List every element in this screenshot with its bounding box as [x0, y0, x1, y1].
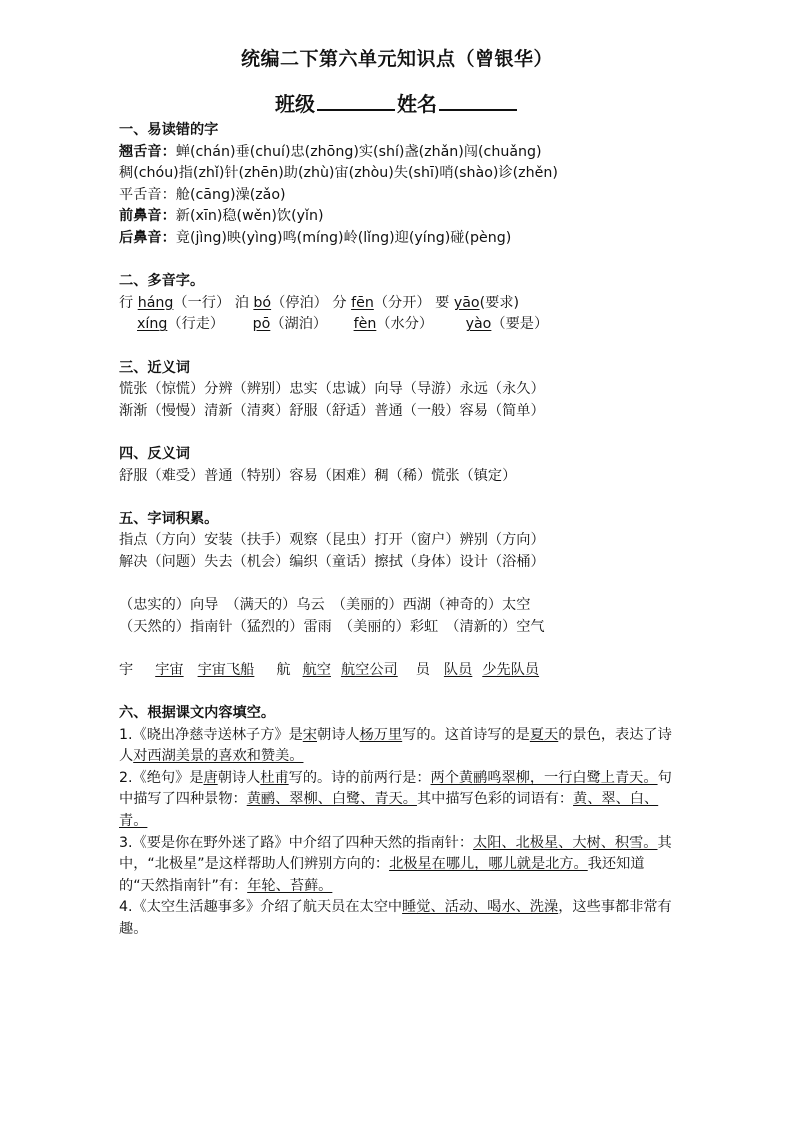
question-2: [119, 768, 679, 833]
label: 后鼻音：: [119, 229, 176, 246]
char: 行: [119, 294, 134, 311]
answer: 杨万里: [359, 726, 403, 743]
section-heading: 一、易读错的字: [119, 122, 219, 138]
polyphone-line-2: [119, 314, 679, 336]
text: 新(xīn)稳(wěn)饮(yǐn): [175, 208, 324, 225]
char: 宇: [119, 661, 134, 678]
question-1: [119, 725, 679, 768]
text: 写的。诗的前两行是：: [288, 769, 431, 786]
answer: 两个黄鹂鸣翠柳，一行白鹭上青天。: [430, 769, 658, 786]
class-blank[interactable]: [317, 91, 395, 111]
section-heading: 六、根据课文内容填空。: [119, 705, 276, 722]
text-line: [119, 142, 679, 164]
section-heading: 五、字词积累。: [119, 510, 219, 527]
text-line: 稠(chóu)指(zhǐ)针(zhēn)助(zhù)宙(zhòu)失(shī)哨(shào)诊(zhěn): [119, 165, 558, 182]
text-line: 平舌音：舱(cāng)澡(zǎo): [119, 186, 286, 203]
text-line: （忠实的）向导 （满天的）乌云 （美丽的）西湖（神奇的）太空: [119, 597, 531, 614]
class-label: 班级: [275, 92, 315, 116]
text: 2.《绝句》是: [119, 769, 204, 786]
text: 我还知道的“天然指南针”有：: [119, 856, 645, 894]
answer: 黄鹂、翠柳、白鹭、青天。: [246, 791, 417, 808]
word: （分开）: [373, 294, 431, 311]
text: ，这些事都非常有趣。: [119, 899, 672, 937]
text: 朝诗人: [317, 726, 360, 743]
char: 员: [415, 661, 430, 678]
answer: 对西湖美景的喜欢和赞美。: [133, 748, 304, 765]
answer: 黄、翠、白、青。: [119, 791, 659, 829]
section-heading: 三、近义词: [119, 359, 190, 376]
text: 朝诗人: [217, 769, 261, 786]
answer: 宋: [302, 726, 317, 743]
text-line: 解决（问题）失去（机会）编织（童话）擦拭（身体）设计（浴桶）: [119, 553, 545, 570]
name-label: 姓名: [397, 92, 437, 116]
answer: 唐: [203, 769, 218, 786]
section-heading: 二、多音字。: [119, 273, 205, 290]
word: 少先队员: [482, 661, 540, 678]
answer: 睡觉、活动、喝水、洗澡: [402, 899, 559, 916]
pinyin: bó: [253, 294, 272, 311]
word: （停泊）: [271, 294, 328, 311]
char: 要: [435, 294, 450, 311]
text: 4.《太空生活趣事多》介绍了航天员在太空中: [119, 899, 403, 916]
char: 泊: [234, 294, 249, 311]
pinyin: pō: [252, 316, 271, 333]
word: 航空: [302, 661, 331, 678]
text-line: [119, 206, 679, 228]
text: 其中，“北极星”是这样帮助人们辨别方向的：: [119, 834, 672, 873]
word: （湖泊）: [270, 316, 328, 333]
answer: 北极星在哪儿，哪儿就是北方。: [389, 856, 588, 873]
text: 的景色，表达了诗人: [119, 726, 672, 765]
pinyin: yào: [465, 316, 492, 333]
pinyin: háng: [137, 294, 174, 311]
word: 队员: [443, 661, 473, 678]
class-name-line: [0, 88, 794, 117]
word: （要是）: [491, 316, 549, 333]
text: 3.《要是你在野外迷了路》中介绍了四种天然的指南针：: [119, 834, 474, 851]
text: 1.《晓出净慈寺送林子方》是: [119, 726, 303, 743]
word-group-line: [119, 660, 679, 682]
pinyin: fèn: [353, 316, 377, 333]
word: （行走）: [167, 316, 225, 333]
polyphone-line-1: [119, 293, 679, 315]
answer: 夏天: [529, 726, 559, 743]
answer: 太阳、北极星、大树、积雪。: [473, 834, 658, 851]
page-title: 统编二下第六单元知识点（曾银华）: [240, 48, 553, 70]
section-heading: 四、反义词: [119, 445, 190, 462]
text: 句中描写了四种景物：: [119, 769, 672, 808]
word: （一行）: [173, 294, 231, 311]
text-line: 舒服（难受）普通（特别）容易（困难）稠（稀）慌张（镇定）: [119, 467, 517, 484]
text: 写的。这首诗写的是: [402, 726, 530, 743]
word: 宇宙: [155, 661, 184, 678]
question-3: [119, 833, 679, 898]
text-line: （天然的）指南针（猛烈的）雷雨 （美丽的）彩虹 （清新的）空气: [119, 618, 545, 635]
answer: 杜甫: [260, 769, 289, 786]
text: 其中描写色彩的词语有：: [416, 791, 574, 808]
answer: 年轮、苔藓。: [247, 877, 333, 894]
name-blank[interactable]: [439, 91, 517, 111]
pinyin: fēn: [351, 294, 374, 311]
text: 竟(jìng)映(yìng)鸣(míng)岭(lǐng)迎(yíng)碰(pèng): [175, 229, 512, 246]
pinyin: yāo: [453, 294, 480, 311]
pinyin: xíng: [137, 316, 168, 333]
word: 宇宙飞船: [197, 661, 255, 678]
label: 前鼻音：: [119, 208, 176, 225]
text-line: [119, 228, 679, 250]
question-4: [119, 897, 679, 940]
char: 航: [276, 661, 291, 678]
text-line: 渐渐（慢慢）清新（清爽）舒服（舒适）普通（一般）容易（简单）: [119, 402, 545, 419]
text: 蝉(chán)垂(chuí)忠(zhōng)实(shí)盏(zhǎn)闯(chuǎng): [175, 143, 542, 160]
word: 航空公司: [340, 661, 398, 678]
text-line: 慌张（惊慌）分辨（辨别）忠实（忠诚）向导（导游）永远（永久）: [119, 381, 545, 398]
label: 翘舌音：: [119, 143, 176, 160]
word: （水分）: [376, 316, 434, 333]
char: 分: [332, 294, 347, 311]
content: [119, 120, 679, 941]
text-line: 指点（方向）安装（扶手）观察（昆虫）打开（窗户）辨别（方向）: [119, 532, 545, 549]
word: (要求): [479, 294, 520, 311]
